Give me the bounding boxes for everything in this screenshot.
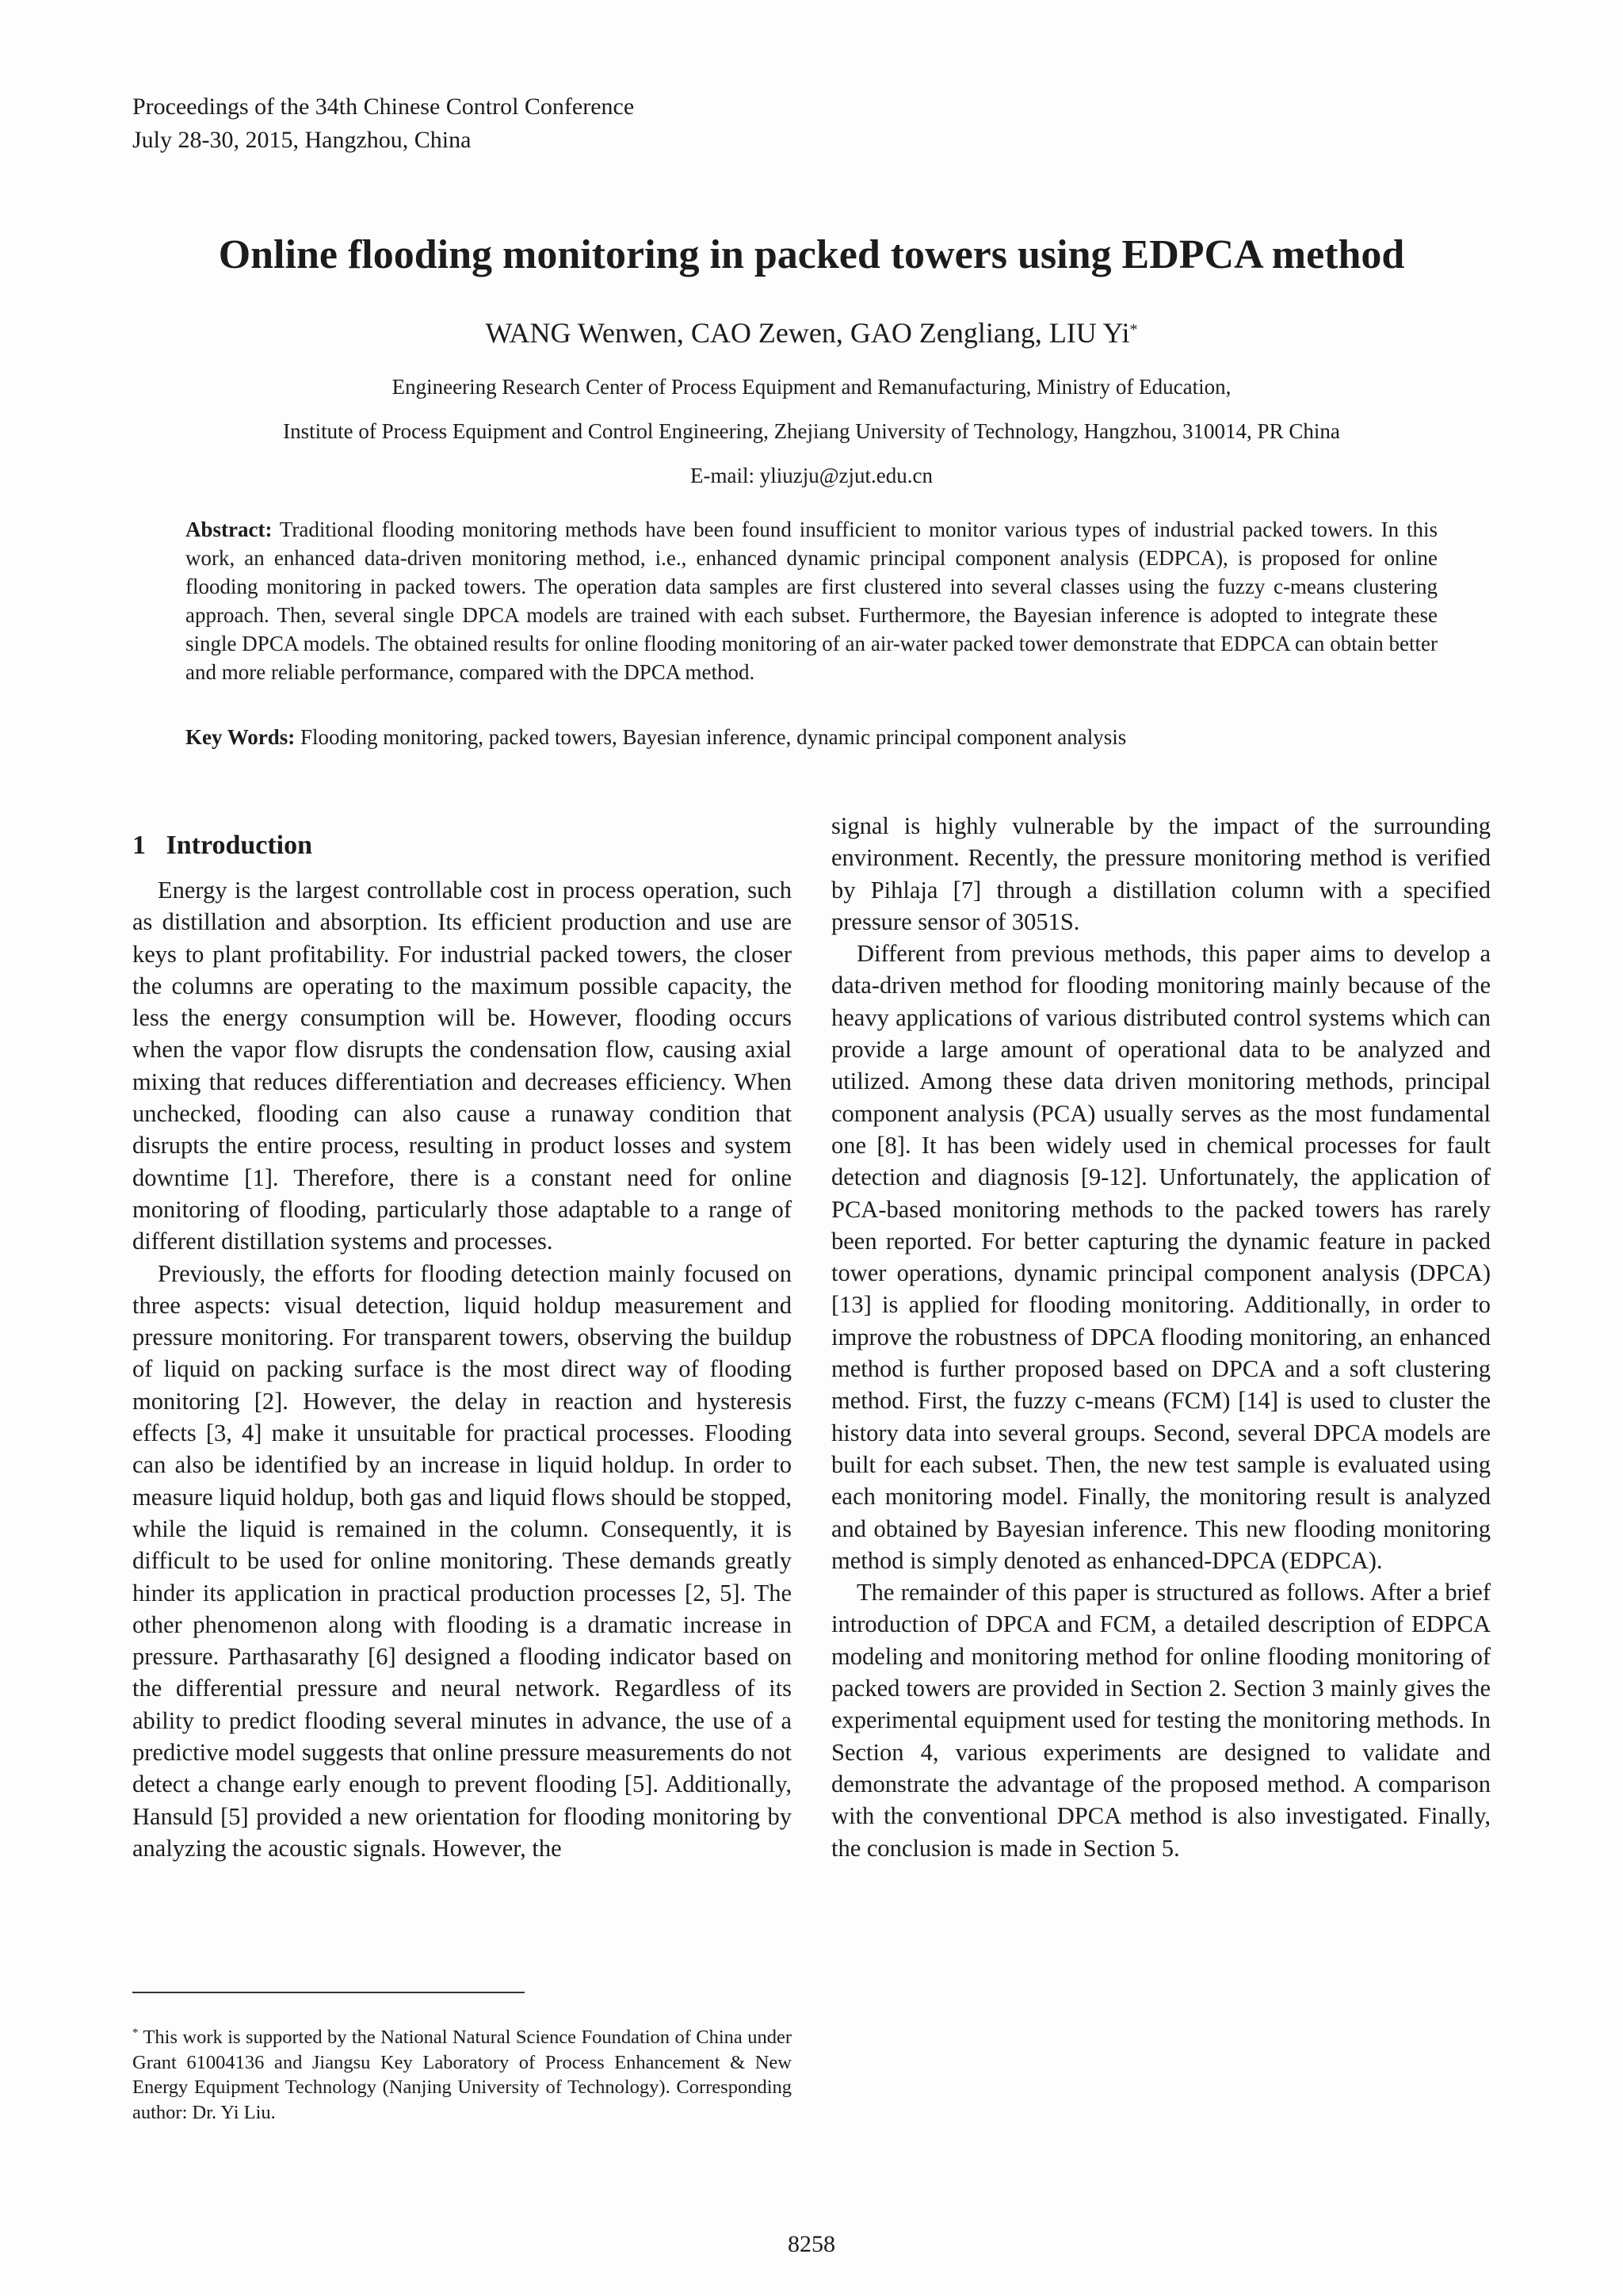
abstract [185, 515, 1438, 686]
footnote-divider [132, 1992, 525, 1993]
abstract-label: Abstract: [185, 518, 273, 541]
keywords-text: Flooding monitoring, packed towers, Bayesian inference, dynamic principal component analysis [300, 725, 1127, 749]
section-title: Introduction [166, 831, 313, 860]
affiliation-line-2: Institute of Process Equipment and Control Engineering, Zhejiang University of Technology, Hangzhou, 310014, PR China [283, 419, 1340, 443]
conference-header [132, 90, 634, 157]
page-number: 8258 [788, 2231, 835, 2257]
left-column [132, 828, 792, 1864]
intro-paragraph-4: The remainder of this paper is structured as follows. After a brief introduction of DPCA and FCM, a detailed description of EDPCA modeling and monitoring method for online flooding monitoring of packed towers are provided in Section 2. Section 3 mainly gives the experimental equipment used for testing the monitoring methods. In Section 4, various experiments are designed to validate and demonstrate the advantage of the proposed method. A comparison with the conventional DPCA method is also investigated. Finally, the conclusion is made in Section 5. [831, 1579, 1491, 1862]
intro-paragraph-2: Previously, the efforts for flooding detection mainly focused on three aspects: visual detection, liquid holdup measurement and pressure monitoring. For transparent towers, observing the buildup of liquid on packing surface is the most direct way of flooding monitoring [2]. However, the delay in reaction and hysteresis effects [3, 4] make it unsuitable for practical processes. Flooding can also be identified by an increase in liquid holdup. In order to measure liquid holdup, both gas and liquid flows should be stopped, while the liquid is remained in the column. Consequently, it is difficult to be used for online monitoring. These demands greatly hinder its application in practical production processes [2, 5]. The other phenomenon along with flooding is a dramatic increase in pressure. Parthasarathy [6] designed a flooding indicator based on the differential pressure and neural network. Regardless of its ability to predict flooding several minutes in advance, the use of a predictive model suggests that online pressure measurements do not detect a change early enough to prevent flooding [5]. Additionally, Hansuld [5] provided a new orientation for flooding monitoring by analyzing the acoustic signals. However, the [132, 1259, 792, 1862]
intro-paragraph-2-continued: signal is highly vulnerable by the impact of the surrounding environment. Recently, the pressure monitoring method is verified by Pihlaja [7] through a distillation column with a specified pressure sensor of 3051S. [831, 812, 1491, 935]
footnote-text: This work is supported by the National Natural Science Foundation of China under Grant 61004136 and Jiangsu Key Laboratory of Process Enhancement & New Energy Equipment Technology (Nanjing University of Technology). Corresponding author: Dr. Yi Liu. [132, 2027, 792, 2123]
intro-paragraph-1: Energy is the largest controllable cost in process operation, such as distillation and absorption. Its efficient production and use are keys to plant profitability. For industrial packed towers, the closer the columns are operating to the maximum possible capacity, the less the energy consumption will be. However, flooding occurs when the vapor flow disrupts the condensation flow, causing axial mixing that reduces differentiation and decreases efficiency. When unchecked, flooding can also cause a runaway condition that disrupts the entire process, resulting in product losses and system downtime [1]. Therefore, there is a constant need for online monitoring of flooding, particularly those adaptable to a range of different distillation systems and processes. [132, 877, 792, 1255]
right-column [831, 810, 1491, 1864]
author-names: WANG Wenwen, CAO Zewen, GAO Zengliang, LIU Yi [485, 317, 1130, 349]
conference-date-location: July 28-30, 2015, Hangzhou, China [132, 127, 472, 153]
conference-name: Proceedings of the 34th Chinese Control Conference [132, 94, 635, 120]
affiliation-line-1: Engineering Research Center of Process Equipment and Remanufacturing, Ministry of Education, [391, 375, 1232, 399]
author-footnote-marker: * [1129, 321, 1138, 338]
section-number: 1 [132, 831, 146, 860]
section-heading [132, 828, 792, 863]
funding-footnote [132, 2021, 792, 2125]
footnote-marker: * [132, 2027, 139, 2039]
keywords [185, 723, 1438, 751]
abstract-text: Traditional flooding monitoring methods have been found insufficient to monitor various types of industrial packed towers. In this work, an enhanced data-driven monitoring method, i.e., enhanced dynamic principal component analysis (EDPCA), is proposed for online flooding monitoring in packed towers. The operation data samples are first clustered into several classes using the fuzzy c-means clustering approach. Then, several single DPCA models are trained with each subset. Furthermore, the Bayesian inference is adopted to integrate these single DPCA models. The obtained results for online flooding monitoring of an air-water packed tower demonstrate that EDPCA can obtain better and more reliable performance, compared with the DPCA method. [185, 518, 1438, 684]
author-email: E-mail: yliuzju@zjut.edu.cn [689, 464, 934, 487]
intro-paragraph-3: Different from previous methods, this paper aims to develop a data-driven method for flooding monitoring mainly because of the heavy applications of various distributed control systems which can provide a large amount of operational data to be analyzed and utilized. Among these data driven monitoring methods, principal component analysis (PCA) usually serves as the most fundamental one [8]. It has been widely used in chemical processes for fault detection and diagnosis [9-12]. Unfortunately, the application of PCA-based monitoring methods to the packed towers has rarely been reported. For better capturing the dynamic feature in packed tower operations, dynamic principal component analysis (DPCA) [13] is applied for flooding monitoring. Additionally, in order to improve the robustness of DPCA flooding monitoring, an enhanced method is further proposed based on DPCA and a soft clustering method. First, the fuzzy c-means (FCM) [14] is used to cluster the history data into several groups. Second, several DPCA models are built for each subset. Then, the new test sample is evaluated using each monitoring model. Finally, the monitoring result is analyzed and obtained by Bayesian inference. This new flooding monitoring method is simply denoted as enhanced-DPCA (EDPCA). [831, 940, 1491, 1574]
keywords-label: Key Words: [185, 725, 296, 749]
author-list [0, 314, 1623, 352]
paper-title: Online flooding monitoring in packed towers using EDPCA method [218, 232, 1405, 277]
